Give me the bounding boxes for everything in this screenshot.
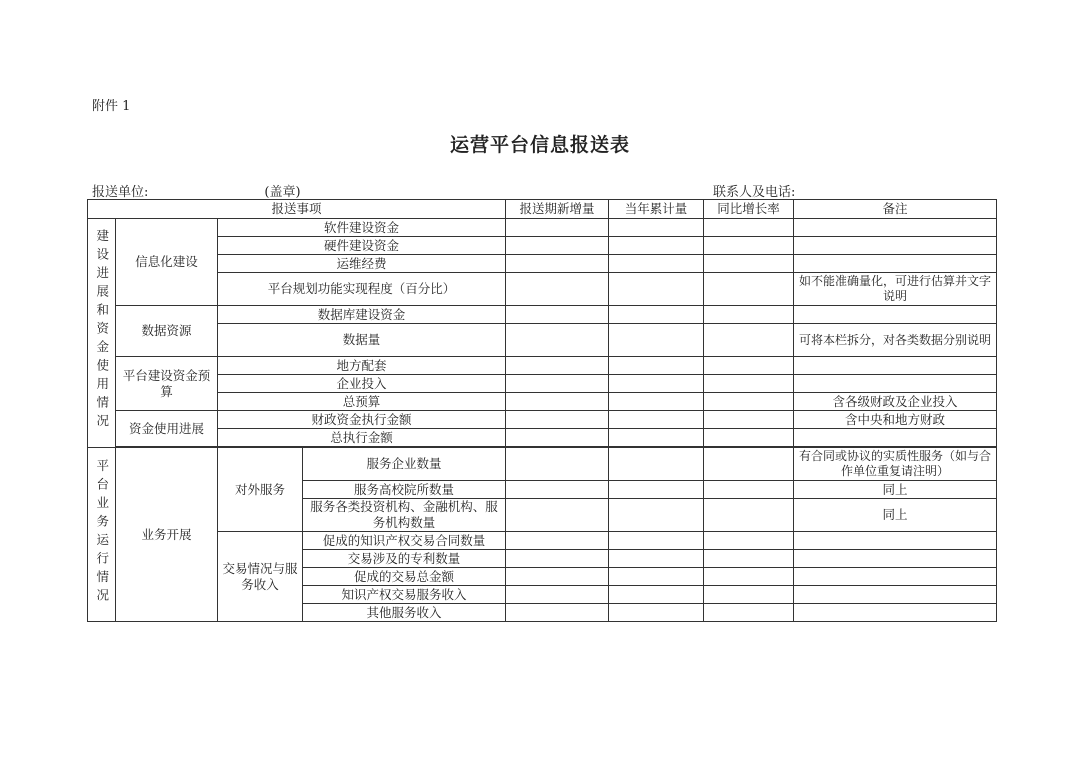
item-ip-contracts: 促成的知识产权交易合同数量 xyxy=(303,532,506,550)
cell-input[interactable] xyxy=(506,481,609,499)
table-row xyxy=(88,393,997,411)
item-hardware-fund: 硬件建设资金 xyxy=(218,237,506,255)
contact-blank[interactable] xyxy=(799,185,947,200)
header-yoy-growth: 同比增长率 xyxy=(704,200,794,219)
item-enterprises: 服务企业数量 xyxy=(303,448,506,481)
item-db-fund: 数据库建设资金 xyxy=(218,306,506,324)
item-ops-cost: 运维经费 xyxy=(218,255,506,273)
cell-input[interactable] xyxy=(609,499,704,532)
cell-input[interactable] xyxy=(609,481,704,499)
cell-input[interactable] xyxy=(609,375,704,393)
table-row xyxy=(88,255,997,273)
header-item: 报送事项 xyxy=(88,200,506,219)
cell-input[interactable] xyxy=(609,532,704,550)
cell-remarks[interactable] xyxy=(794,306,997,324)
cell-input[interactable] xyxy=(506,357,609,375)
table-row xyxy=(88,273,997,306)
remark-enterprises: 有合同或协议的实质性服务（如与合作单位重复请注明） xyxy=(794,448,997,481)
item-local-match: 地方配套 xyxy=(218,357,506,375)
remark-fiscal-exec: 含中央和地方财政 xyxy=(794,411,997,429)
contact-label: 联系人及电话: xyxy=(713,185,796,200)
cell-input[interactable] xyxy=(506,273,609,306)
group-fund-progress: 资金使用进展 xyxy=(116,411,218,447)
group-business: 业务开展 xyxy=(116,448,218,622)
cell-remarks[interactable] xyxy=(794,568,997,586)
cell-input[interactable] xyxy=(704,411,794,429)
reporting-unit-blank[interactable] xyxy=(148,185,264,200)
cell-input[interactable] xyxy=(704,357,794,375)
item-platform-plan: 平台规划功能实现程度（百分比） xyxy=(218,273,506,306)
remark-investors: 同上 xyxy=(794,499,997,532)
header-annual-total: 当年累计量 xyxy=(609,200,704,219)
report-table xyxy=(87,199,997,622)
group-data-resources: 数据资源 xyxy=(116,306,218,357)
cell-input[interactable] xyxy=(609,604,704,622)
cell-input[interactable] xyxy=(506,429,609,447)
cell-input[interactable] xyxy=(506,448,609,481)
table-row xyxy=(88,375,997,393)
cell-remarks[interactable] xyxy=(794,255,997,273)
item-other-revenue: 其他服务收入 xyxy=(303,604,506,622)
table-row xyxy=(88,411,997,429)
cell-input[interactable] xyxy=(704,499,794,532)
cell-input[interactable] xyxy=(609,237,704,255)
seal-label: (盖章) xyxy=(264,185,301,200)
cell-input[interactable] xyxy=(704,586,794,604)
cell-input[interactable] xyxy=(506,411,609,429)
section1-label: 建设进展和资金使用情况 xyxy=(88,219,116,448)
cell-input[interactable] xyxy=(704,448,794,481)
item-investors: 服务各类投资机构、金融机构、服务机构数量 xyxy=(303,499,506,532)
subgroup-trade: 交易情况与服务收入 xyxy=(218,532,303,622)
cell-input[interactable] xyxy=(506,586,609,604)
remark-data-volume: 可将本栏拆分，对各类数据分别说明 xyxy=(794,324,997,357)
cell-input[interactable] xyxy=(704,324,794,357)
cell-input[interactable] xyxy=(704,273,794,306)
cell-input[interactable] xyxy=(506,306,609,324)
cell-input[interactable] xyxy=(506,499,609,532)
cell-input[interactable] xyxy=(704,429,794,447)
cell-input[interactable] xyxy=(609,448,704,481)
cell-input[interactable] xyxy=(506,255,609,273)
cell-input[interactable] xyxy=(506,604,609,622)
section2-label: 平台业务运行情况 xyxy=(88,448,116,622)
cell-input[interactable] xyxy=(609,568,704,586)
cell-input[interactable] xyxy=(609,324,704,357)
cell-input[interactable] xyxy=(704,255,794,273)
cell-remarks[interactable] xyxy=(794,429,997,447)
item-total-exec: 总执行金额 xyxy=(218,429,506,447)
contact-line xyxy=(713,181,947,200)
cell-input[interactable] xyxy=(506,375,609,393)
group-budget: 平台建设资金预算 xyxy=(116,357,218,411)
cell-remarks[interactable] xyxy=(794,219,997,237)
cell-input[interactable] xyxy=(506,237,609,255)
item-software-fund: 软件建设资金 xyxy=(218,219,506,237)
cell-remarks[interactable] xyxy=(794,532,997,550)
cell-input[interactable] xyxy=(704,375,794,393)
cell-input[interactable] xyxy=(506,550,609,568)
table-row xyxy=(88,357,997,375)
header-remarks: 备注 xyxy=(794,200,997,219)
remark-universities: 同上 xyxy=(794,481,997,499)
subgroup-external: 对外服务 xyxy=(218,448,303,532)
form-title: 运营平台信息报送表 xyxy=(449,134,630,156)
cell-remarks[interactable] xyxy=(794,586,997,604)
cell-remarks[interactable] xyxy=(794,550,997,568)
item-fiscal-exec: 财政资金执行金额 xyxy=(218,411,506,429)
header-row xyxy=(88,200,997,219)
remark-total-budget: 含各级财政及企业投入 xyxy=(794,393,997,411)
cell-input[interactable] xyxy=(506,219,609,237)
table-row xyxy=(88,448,997,481)
cell-input[interactable] xyxy=(506,393,609,411)
reporting-unit-line xyxy=(92,181,301,200)
item-enterprise-invest: 企业投入 xyxy=(218,375,506,393)
cell-input[interactable] xyxy=(609,393,704,411)
item-ip-revenue: 知识产权交易服务收入 xyxy=(303,586,506,604)
item-total-amount: 促成的交易总金额 xyxy=(303,568,506,586)
item-total-budget: 总预算 xyxy=(218,393,506,411)
cell-input[interactable] xyxy=(704,532,794,550)
cell-input[interactable] xyxy=(704,306,794,324)
cell-input[interactable] xyxy=(609,429,704,447)
cell-input[interactable] xyxy=(704,568,794,586)
cell-input[interactable] xyxy=(704,237,794,255)
cell-input[interactable] xyxy=(609,219,704,237)
cell-input[interactable] xyxy=(506,532,609,550)
cell-remarks[interactable] xyxy=(794,604,997,622)
reporting-unit-label: 报送单位: xyxy=(92,185,149,200)
group-it-construction: 信息化建设 xyxy=(116,219,218,306)
cell-input[interactable] xyxy=(609,273,704,306)
cell-remarks[interactable] xyxy=(794,357,997,375)
cell-input[interactable] xyxy=(704,219,794,237)
remark-platform-plan: 如不能准确量化，可进行估算并文字说明 xyxy=(794,273,997,306)
cell-input[interactable] xyxy=(704,604,794,622)
table-row xyxy=(88,324,997,357)
table-row xyxy=(88,219,997,237)
table-row xyxy=(88,237,997,255)
cell-input[interactable] xyxy=(506,324,609,357)
cell-input[interactable] xyxy=(609,586,704,604)
cell-input[interactable] xyxy=(704,393,794,411)
cell-input[interactable] xyxy=(609,357,704,375)
table-row xyxy=(88,532,997,550)
table-row xyxy=(88,306,997,324)
cell-input[interactable] xyxy=(609,306,704,324)
table-row xyxy=(88,429,997,447)
cell-input[interactable] xyxy=(704,550,794,568)
cell-input[interactable] xyxy=(506,568,609,586)
item-universities: 服务高校院所数量 xyxy=(303,481,506,499)
attachment-label: 附件 1 xyxy=(92,99,131,114)
item-patents: 交易涉及的专利数量 xyxy=(303,550,506,568)
cell-input[interactable] xyxy=(609,255,704,273)
item-data-volume: 数据量 xyxy=(218,324,506,357)
cell-input[interactable] xyxy=(704,481,794,499)
cell-remarks[interactable] xyxy=(794,375,997,393)
cell-remarks[interactable] xyxy=(794,237,997,255)
header-new-increase: 报送期新增量 xyxy=(506,200,609,219)
cell-input[interactable] xyxy=(609,550,704,568)
cell-input[interactable] xyxy=(609,411,704,429)
